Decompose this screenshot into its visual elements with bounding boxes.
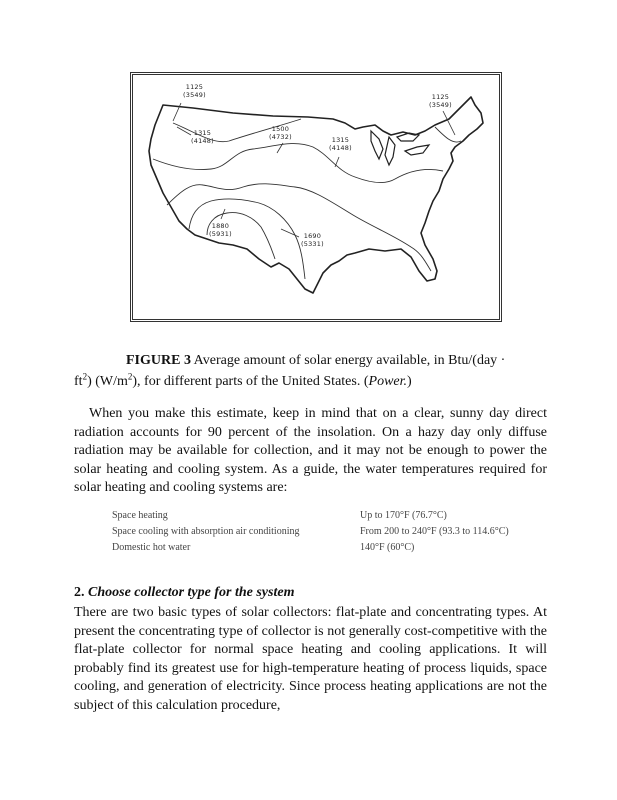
label-btu: 1315 [331, 136, 350, 144]
map-label-w [191, 130, 214, 145]
label-wm2: (5931) [209, 229, 232, 238]
section-heading [74, 585, 294, 601]
caption-source: Power. [368, 374, 408, 389]
label-wm2: (4732) [269, 132, 292, 141]
leader-s [281, 229, 299, 237]
caption-line-2 [74, 371, 412, 389]
us-outline [149, 97, 483, 293]
label-btu: 1880 [211, 222, 230, 230]
caption-sup-1: 2 [82, 371, 88, 382]
figure-map [130, 72, 502, 322]
isoline-1500 [167, 184, 431, 271]
label-wm2: (4148) [191, 136, 214, 145]
caption-text-4: ) [407, 374, 412, 389]
temp-cell: From 200 to 240°F (93.3 to 114.6°C) [360, 526, 509, 537]
table-row [112, 524, 552, 540]
label-btu: 1315 [193, 129, 212, 137]
use-cell: Domestic hot water [112, 542, 191, 553]
temp-cell: 140°F (60°C) [360, 542, 415, 553]
label-btu: 1125 [185, 83, 204, 91]
great-lakes [371, 131, 429, 165]
map-label-c [269, 126, 292, 141]
section-title: Choose collector type for the system [88, 585, 295, 600]
caption-ft: ft [74, 374, 83, 389]
label-wm2: (3549) [429, 100, 452, 109]
caption-text-2: ) (W/m [87, 374, 128, 389]
map-label-gl [329, 137, 352, 152]
label-btu: 1125 [431, 93, 450, 101]
label-wm2: (5331) [301, 239, 324, 248]
figure-caption [74, 350, 547, 392]
us-map-drawing [133, 75, 499, 319]
table-row [112, 508, 552, 524]
map-label-ne [429, 94, 452, 109]
isoline-1125-east [435, 127, 461, 142]
map-label-sw [209, 223, 232, 238]
caption-label: FIGURE 3 [126, 353, 191, 368]
label-btu: 1690 [303, 232, 322, 240]
paragraph-insolation: When you make this estimate, keep in mind that on a clear, sunny day direct radiation accounts for 90 percent of the insolation. On a hazy day only diffuse radiation may be available for collection, and it may not be enough to power the solar heating and cooling system. As a guide, the water temperatures required for solar heating and cooling systems are: [74, 406, 547, 495]
section-number: 2. [74, 585, 85, 600]
temp-cell: Up to 170°F (76.7°C) [360, 510, 447, 521]
label-btu: 1500 [271, 125, 290, 133]
map-label-nw [183, 84, 206, 99]
map-label-s [301, 233, 324, 248]
temperature-table [112, 508, 552, 556]
isoline-1315 [153, 144, 443, 183]
caption-sup-2: 2 [127, 371, 133, 382]
label-wm2: (3549) [183, 90, 206, 99]
use-cell: Space cooling with absorption air conditioning [112, 526, 300, 537]
table-row [112, 540, 552, 556]
label-wm2: (4148) [329, 143, 352, 152]
caption-text-3: ), for different parts of the United States. ( [132, 374, 369, 389]
paragraph-collector-types: There are two basic types of solar collectors: flat-plate and concentrating types. At present the concentrating type of collector is not generally cost-competitive with the flat-plate collector for normal space heating and cooling applications. It will probably find its greatest use for high-temperature heating of process liquids, space cooling, and generation of electricity. Since process heating applications are not the subject of this calculation procedure, [74, 605, 547, 713]
caption-text-1: Average amount of solar energy available, in Btu/(day · [190, 353, 506, 368]
use-cell: Space heating [112, 510, 168, 521]
caption-line-1 [74, 350, 547, 371]
